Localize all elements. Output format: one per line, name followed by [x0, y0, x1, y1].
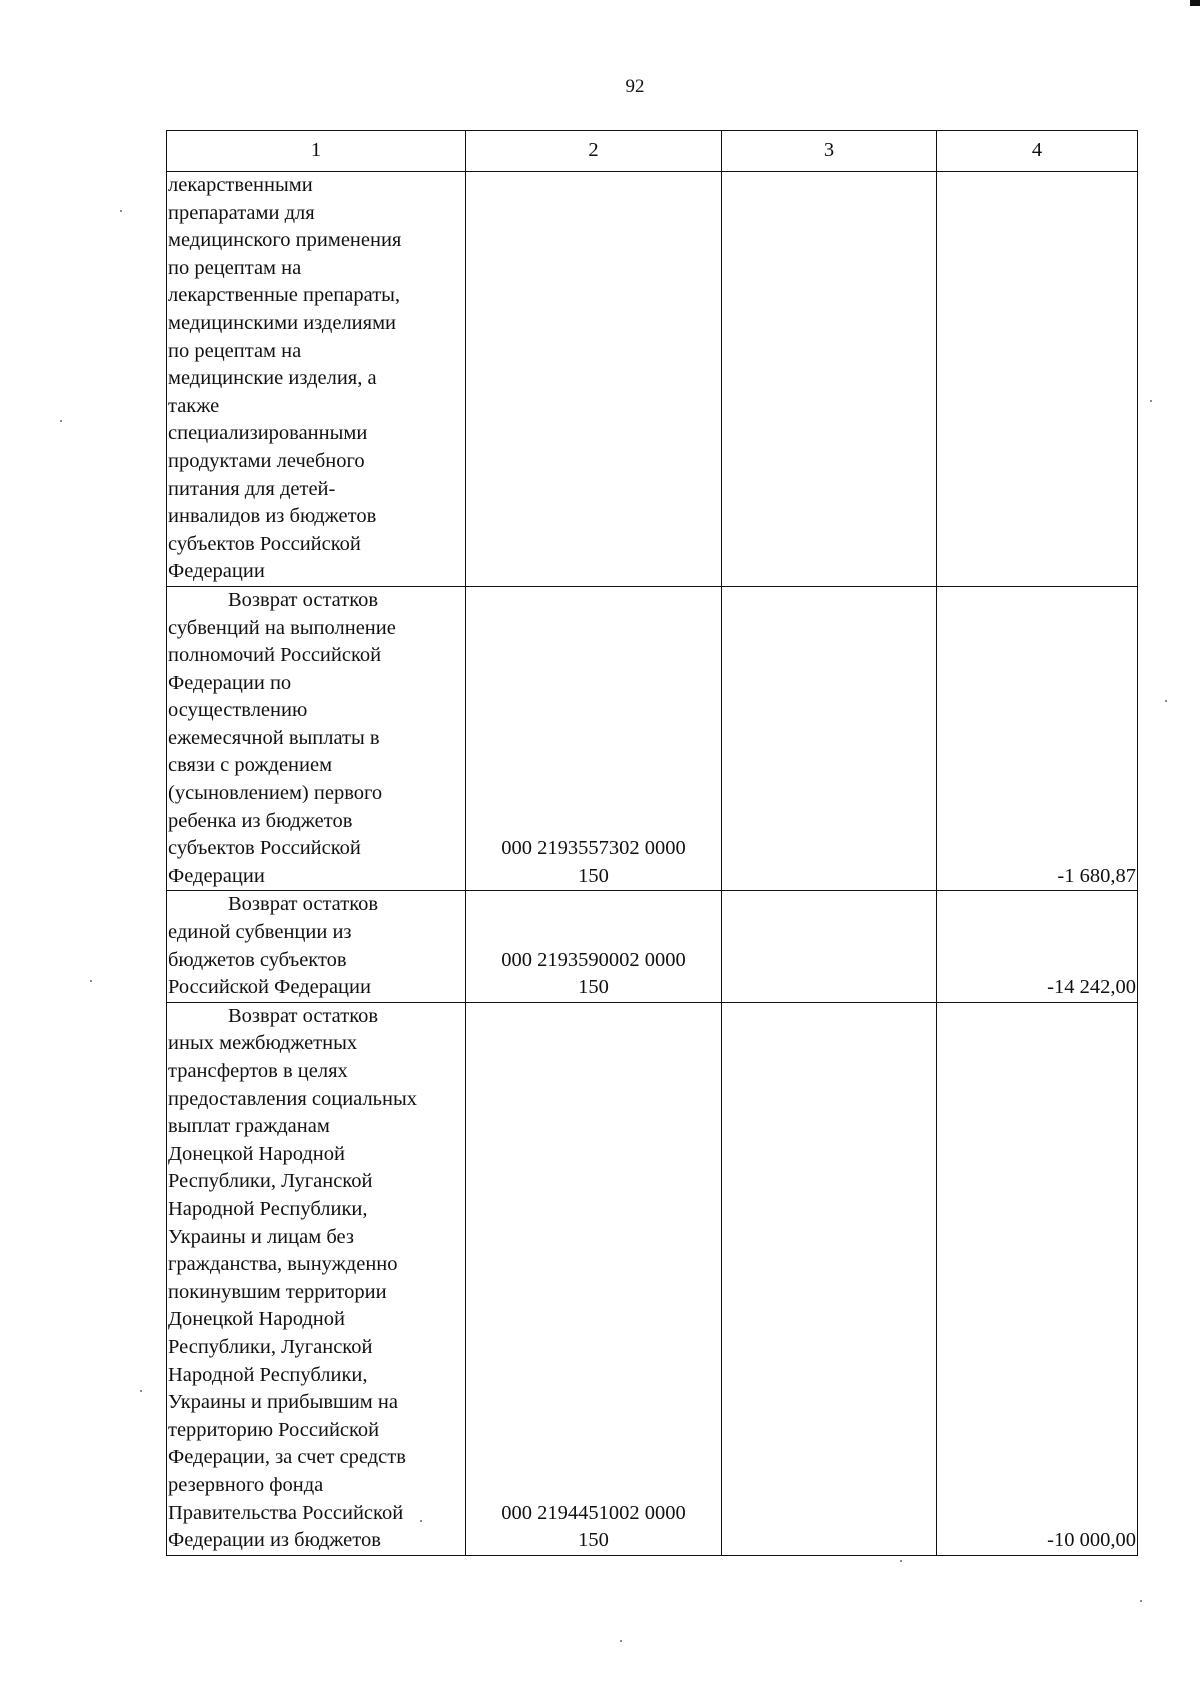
- name-line: лекарственными: [168, 174, 313, 196]
- row-code-cell: [466, 1002, 722, 1555]
- name-line: осуществлению: [168, 699, 308, 722]
- name-line: продуктами лечебного: [168, 449, 365, 472]
- name-line: Народной Республики,: [168, 1363, 368, 1386]
- name-line: Российской Федерации: [168, 976, 371, 999]
- code-line: 000 2194451002 0000: [501, 1501, 686, 1524]
- column-header-3: 3: [722, 131, 937, 172]
- name-line: питания для детей-: [168, 477, 336, 500]
- row-name-cell: [167, 172, 466, 587]
- row-amount-cell: -14 242,00: [937, 891, 1138, 1002]
- name-line: Донецкой Народной: [168, 1142, 345, 1165]
- code-line: 000 2193590002 0000: [501, 948, 686, 971]
- name-line: субъектов Российской: [168, 532, 361, 555]
- name-line: Народной Республики,: [168, 1197, 368, 1220]
- name-line: иных межбюджетных: [168, 1032, 358, 1055]
- name-line: по рецептам на: [168, 339, 302, 362]
- name-line: связи с рождением: [168, 754, 333, 777]
- row-amount-cell: -10 000,00: [937, 1002, 1138, 1555]
- row-code-cell: [466, 172, 722, 587]
- row-amount-cell: -1 680,87: [937, 586, 1138, 891]
- name-line: единой субвенции из: [168, 921, 352, 944]
- name-line: также: [168, 394, 220, 417]
- name-line: ежемесячной выплаты в: [168, 726, 380, 749]
- row-col3-cell: [722, 172, 937, 587]
- name-line: предоставления социальных: [168, 1087, 418, 1110]
- corner-scan-mark: [1190, 0, 1200, 6]
- table-row: [167, 172, 1138, 587]
- name-line: препаратами для: [168, 201, 315, 224]
- name-line: Федерации: [168, 864, 265, 887]
- name-line: полномочий Российской: [168, 644, 382, 667]
- table-row: [167, 891, 1138, 1002]
- name-line: специализированными: [168, 422, 368, 445]
- name-line: субвенций на выполнение: [168, 616, 396, 639]
- name-line: субъектов Российской: [168, 837, 361, 860]
- name-line: медицинские изделия, а: [168, 367, 377, 390]
- name-line: гражданства, вынужденно: [168, 1253, 398, 1276]
- column-header-1: 1: [167, 131, 466, 172]
- row-col3-cell: [722, 891, 937, 1002]
- name-line: трансфертов в целях: [168, 1060, 348, 1082]
- name-line: выплат гражданам: [168, 1115, 330, 1138]
- table-row: [167, 586, 1138, 891]
- name-line: Федерации из бюджетов: [168, 1529, 381, 1552]
- name-line: (усыновлением) первого: [168, 782, 383, 805]
- name-line: Украины и лицам без: [168, 1225, 354, 1248]
- row-col3-cell: [722, 1002, 937, 1555]
- name-line: Возврат остатков: [228, 1004, 379, 1027]
- code-line: [467, 531, 720, 559]
- table-header-row: [167, 131, 1138, 172]
- column-header-4: 4: [937, 131, 1138, 172]
- table-body: [167, 172, 1138, 1556]
- name-line: по рецептам на: [168, 256, 302, 279]
- name-line: Возврат остатков: [228, 588, 379, 611]
- name-line: бюджетов субъектов: [168, 948, 347, 971]
- row-name-cell: [167, 891, 466, 1002]
- column-header-2: 2: [466, 131, 722, 172]
- budget-table: [166, 130, 1138, 1556]
- name-line: Федерации, за счет средств: [168, 1446, 406, 1469]
- name-line: территорию Российской: [168, 1418, 380, 1441]
- row-name-cell: [167, 586, 466, 891]
- name-line: Правительства Российской: [168, 1501, 404, 1524]
- code-line: 150: [578, 864, 609, 887]
- page-number: 92: [625, 76, 645, 97]
- name-line: медицинскими изделиями: [168, 311, 397, 334]
- name-line: Возврат остатков: [228, 893, 379, 916]
- code-line: 150: [578, 1529, 609, 1552]
- name-line: Украины и прибывшим на: [168, 1391, 398, 1414]
- code-line: 000 2193557302 0000: [501, 837, 686, 860]
- row-col3-cell: [722, 586, 937, 891]
- name-line: покинувшим территории: [168, 1280, 387, 1303]
- name-line: медицинского применения: [168, 229, 402, 252]
- table-row: [167, 1002, 1138, 1555]
- row-name-cell: [167, 1002, 466, 1555]
- row-code-cell: [466, 891, 722, 1002]
- row-amount-cell: [937, 172, 1138, 587]
- code-line: [467, 558, 720, 586]
- name-line: инвалидов из бюджетов: [168, 505, 377, 528]
- name-line: лекарственные препараты,: [168, 284, 401, 307]
- name-line: резервного фонда: [168, 1473, 324, 1496]
- row-code-cell: [466, 586, 722, 891]
- name-line: ребенка из бюджетов: [168, 809, 353, 832]
- name-line: Федерации: [168, 560, 265, 583]
- name-line: Республики, Луганской: [168, 1335, 373, 1358]
- name-line: Федерации по: [168, 671, 292, 694]
- name-line: Республики, Луганской: [168, 1170, 373, 1193]
- code-line: 150: [578, 976, 609, 999]
- name-line: Донецкой Народной: [168, 1308, 345, 1331]
